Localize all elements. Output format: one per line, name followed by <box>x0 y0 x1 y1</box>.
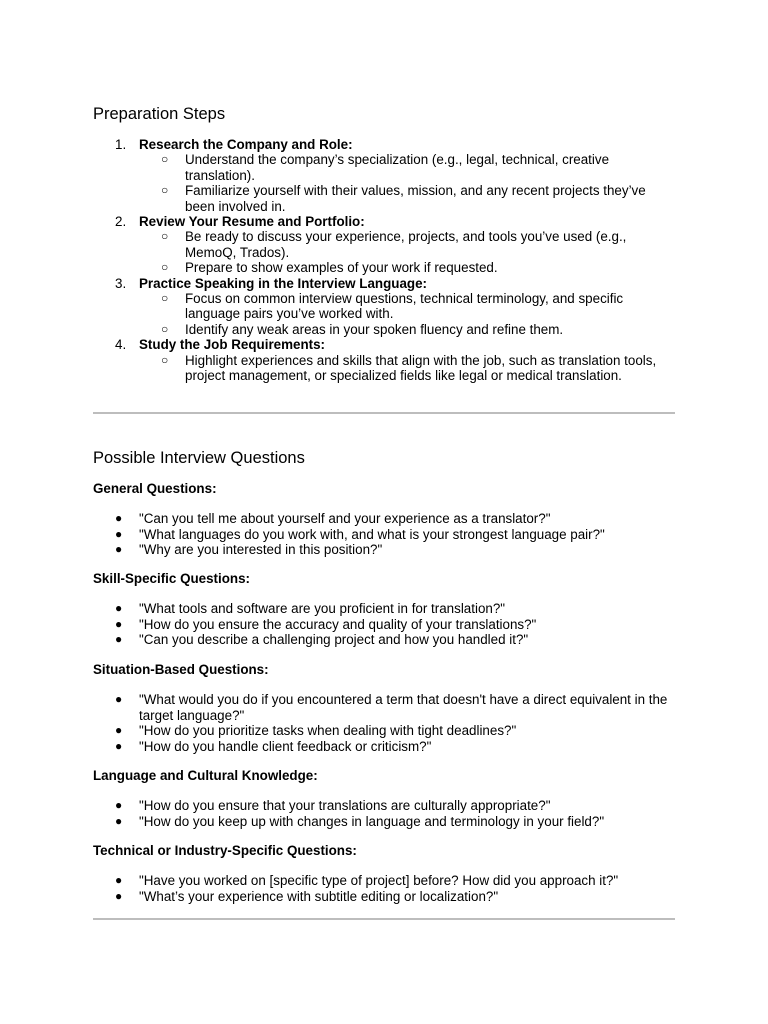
question-item <box>93 527 675 542</box>
question-item <box>93 601 675 616</box>
question-item <box>93 617 675 632</box>
question-item <box>93 692 675 723</box>
question-text: "How do you keep up with changes in language and terminology in your field?" <box>139 813 605 829</box>
circle-bullet-icon: ○ <box>161 152 169 167</box>
step-subitem <box>139 229 675 260</box>
step-subitems <box>139 291 675 337</box>
step-title: Review Your Resume and Portfolio: <box>139 214 365 230</box>
question-list <box>93 511 675 557</box>
step-subitems <box>139 229 675 275</box>
step-title: Study the Job Requirements: <box>139 337 326 353</box>
section-title-questions: Possible Interview Questions <box>93 449 305 467</box>
step-subitem-text: Be ready to discuss your experience, projects, and tools you’ve used (e.g., MemoQ, Trados). <box>185 229 627 260</box>
step-subitem <box>139 322 675 337</box>
circle-bullet-icon: ○ <box>161 352 169 367</box>
question-text: "What would you do if you encountered a term that doesn't have a direct equivalent in the target language?" <box>139 692 668 723</box>
question-text: "How do you handle client feedback or criticism?" <box>139 738 432 754</box>
step-subitem-text: Identify any weak areas in your spoken fluency and refine them. <box>185 321 564 337</box>
question-group-language <box>93 768 675 829</box>
step-number: 3. <box>115 275 127 291</box>
question-text: "What languages do you work with, and what is your strongest language pair?" <box>139 526 605 542</box>
step-subitems <box>139 353 675 384</box>
step-subitem <box>139 353 675 384</box>
question-group-title: Technical or Industry-Specific Questions: <box>93 843 357 858</box>
dot-bullet-icon: ● <box>115 873 123 888</box>
dot-bullet-icon: ● <box>115 798 123 813</box>
dot-bullet-icon: ● <box>115 601 123 616</box>
step-number: 1. <box>115 137 127 152</box>
question-group-title: Situation-Based Questions: <box>93 662 269 677</box>
step-item <box>93 137 675 214</box>
question-list <box>93 873 675 904</box>
dot-bullet-icon: ● <box>115 511 123 526</box>
question-group-general <box>93 481 675 558</box>
dot-bullet-icon: ● <box>115 616 123 631</box>
dot-bullet-icon: ● <box>115 888 123 903</box>
circle-bullet-icon: ○ <box>161 229 169 244</box>
question-item <box>93 814 675 829</box>
question-item <box>93 798 675 813</box>
question-item <box>93 873 675 888</box>
question-group-skill <box>93 571 675 648</box>
step-number: 4. <box>115 337 127 353</box>
question-text: "Have you worked on [specific type of project] before? How did you approach it?" <box>139 873 619 889</box>
question-group-title: Language and Cultural Knowledge: <box>93 768 318 783</box>
question-text: "What’s your experience with subtitle editing or localization?" <box>139 888 499 904</box>
step-subitem <box>139 291 675 322</box>
question-item <box>93 739 675 754</box>
question-group-title: General Questions: <box>93 481 217 496</box>
dot-bullet-icon: ● <box>115 542 123 557</box>
dot-bullet-icon: ● <box>115 526 123 541</box>
step-subitem <box>139 183 675 214</box>
step-subitem-text: Focus on common interview questions, technical terminology, and specific language pairs you’ve worked with. <box>185 291 624 322</box>
step-item <box>93 214 675 276</box>
step-item <box>93 337 675 383</box>
question-item <box>93 889 675 904</box>
section-title-preparation: Preparation Steps <box>93 105 226 123</box>
step-subitem-text: Familiarize yourself with their values, mission, and any recent projects they’ve been involved in. <box>185 183 646 214</box>
dot-bullet-icon: ● <box>115 692 123 707</box>
question-text: "How do you prioritize tasks when dealing with tight deadlines?" <box>139 723 517 739</box>
step-subitems <box>139 152 675 214</box>
question-group-technical <box>93 843 675 904</box>
question-text: "How do you ensure that your translations are culturally appropriate?" <box>139 798 551 814</box>
circle-bullet-icon: ○ <box>161 321 169 336</box>
question-item <box>93 723 675 738</box>
question-list <box>93 692 675 754</box>
step-number: 2. <box>115 214 127 230</box>
circle-bullet-icon: ○ <box>161 291 169 306</box>
step-item <box>93 276 675 338</box>
question-text: "How do you ensure the accuracy and quality of your translations?" <box>139 616 537 632</box>
dot-bullet-icon: ● <box>115 632 123 647</box>
dot-bullet-icon: ● <box>115 813 123 828</box>
question-list <box>93 601 675 647</box>
step-subitem <box>139 152 675 183</box>
question-group-situation <box>93 662 675 754</box>
dot-bullet-icon: ● <box>115 738 123 753</box>
step-title: Research the Company and Role: <box>139 137 353 152</box>
question-list <box>93 798 675 829</box>
question-text: "Can you describe a challenging project and how you handled it?" <box>139 632 529 648</box>
step-subitem-text: Highlight experiences and skills that align with the job, such as translation tools, project management, or specialized fields like legal or medical translation. <box>185 352 657 384</box>
step-subitem-text: Understand the company’s specialization (e.g., legal, technical, creative translation). <box>185 152 610 183</box>
dot-bullet-icon: ● <box>115 723 123 738</box>
question-item <box>93 632 675 647</box>
question-item <box>93 542 675 557</box>
section-divider <box>93 412 675 414</box>
preparation-steps-list <box>93 137 675 384</box>
question-item <box>93 511 675 526</box>
question-text: "Can you tell me about yourself and your experience as a translator?" <box>139 511 551 527</box>
question-text: "What tools and software are you proficient in for translation?" <box>139 601 506 617</box>
circle-bullet-icon: ○ <box>161 260 169 275</box>
circle-bullet-icon: ○ <box>161 183 169 198</box>
question-group-title: Skill-Specific Questions: <box>93 571 251 586</box>
section-divider <box>93 918 675 920</box>
step-subitem-text: Prepare to show examples of your work if requested. <box>185 260 498 276</box>
question-text: "Why are you interested in this position?" <box>139 542 383 558</box>
step-title: Practice Speaking in the Interview Language: <box>139 275 427 291</box>
step-subitem <box>139 260 675 275</box>
